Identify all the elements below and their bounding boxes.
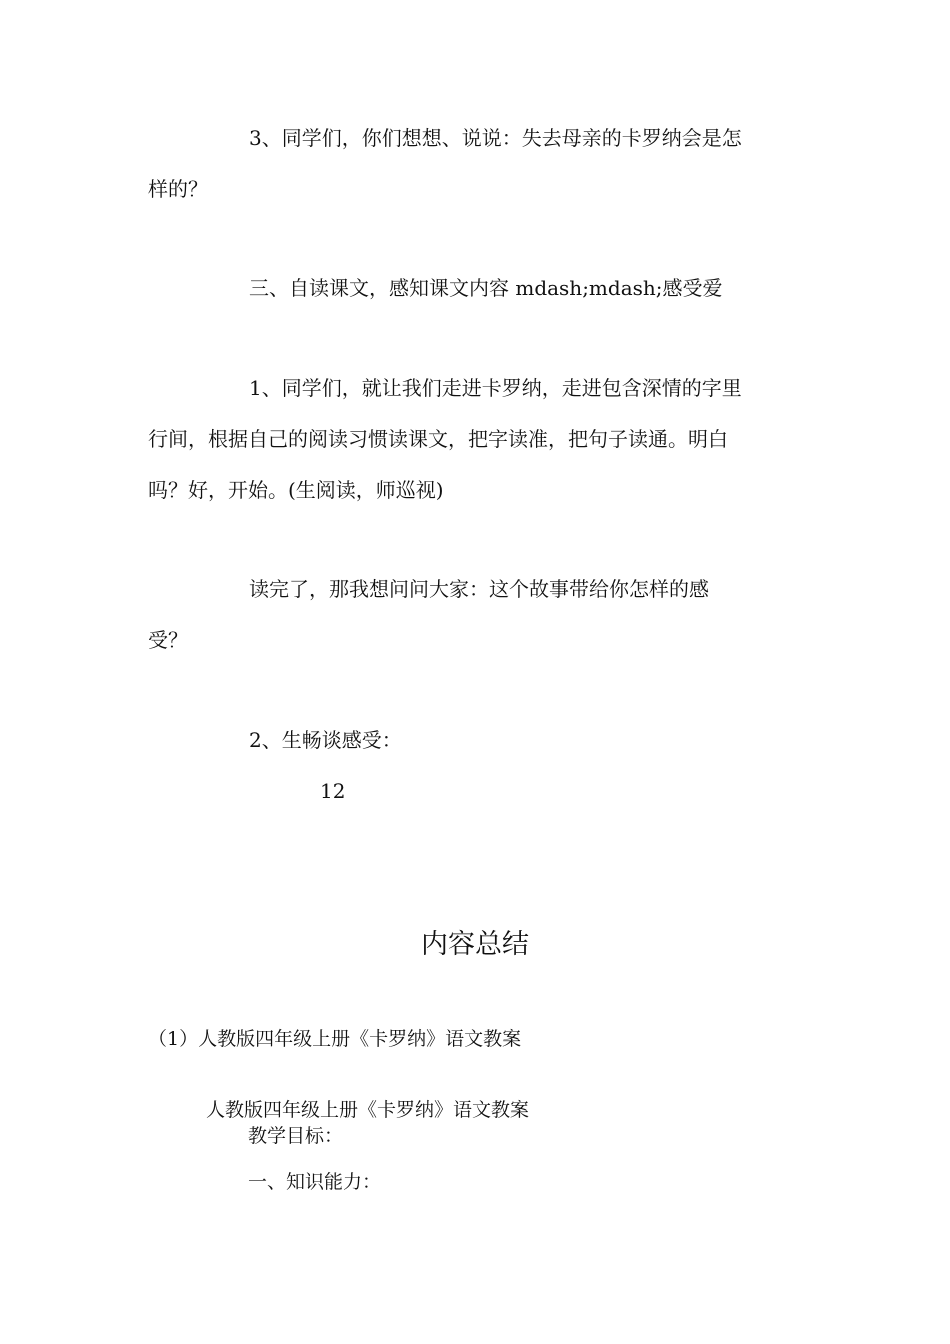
paragraph-2-line: 2、生畅谈感受： xyxy=(249,728,402,752)
section-3-heading: 三、自读课文，感知课文内容 mdash;mdash;感受爱 xyxy=(249,276,723,300)
page-number: 12 xyxy=(320,779,346,803)
paragraph-1-line-2: 行间，根据自己的阅读习惯读课文，把字读准，把句子读通。明白 xyxy=(148,427,728,451)
paragraph-3-line-2: 样的？ xyxy=(148,177,208,201)
summary-item-1: （1）人教版四年级上册《卡罗纳》语文教案 xyxy=(148,1028,522,1050)
knowledge-ability-label: 一、知识能力： xyxy=(248,1171,382,1193)
question-line-2: 受？ xyxy=(148,628,188,652)
paragraph-1-line-1: 1、同学们，就让我们走进卡罗纳，走进包含深情的字里 xyxy=(249,376,742,400)
summary-heading: 内容总结 xyxy=(421,929,529,960)
paragraph-1-line-3: 吗？好，开始。(生阅读，师巡视) xyxy=(148,478,444,502)
question-line-1: 读完了，那我想问问大家：这个故事带给你怎样的感 xyxy=(249,577,709,601)
teaching-goals-label: 教学目标： xyxy=(248,1125,344,1147)
doc-title: 人教版四年级上册《卡罗纳》语文教案 xyxy=(206,1099,530,1121)
paragraph-3-line-1: 3、同学们，你们想想、说说：失去母亲的卡罗纳会是怎 xyxy=(249,126,742,150)
